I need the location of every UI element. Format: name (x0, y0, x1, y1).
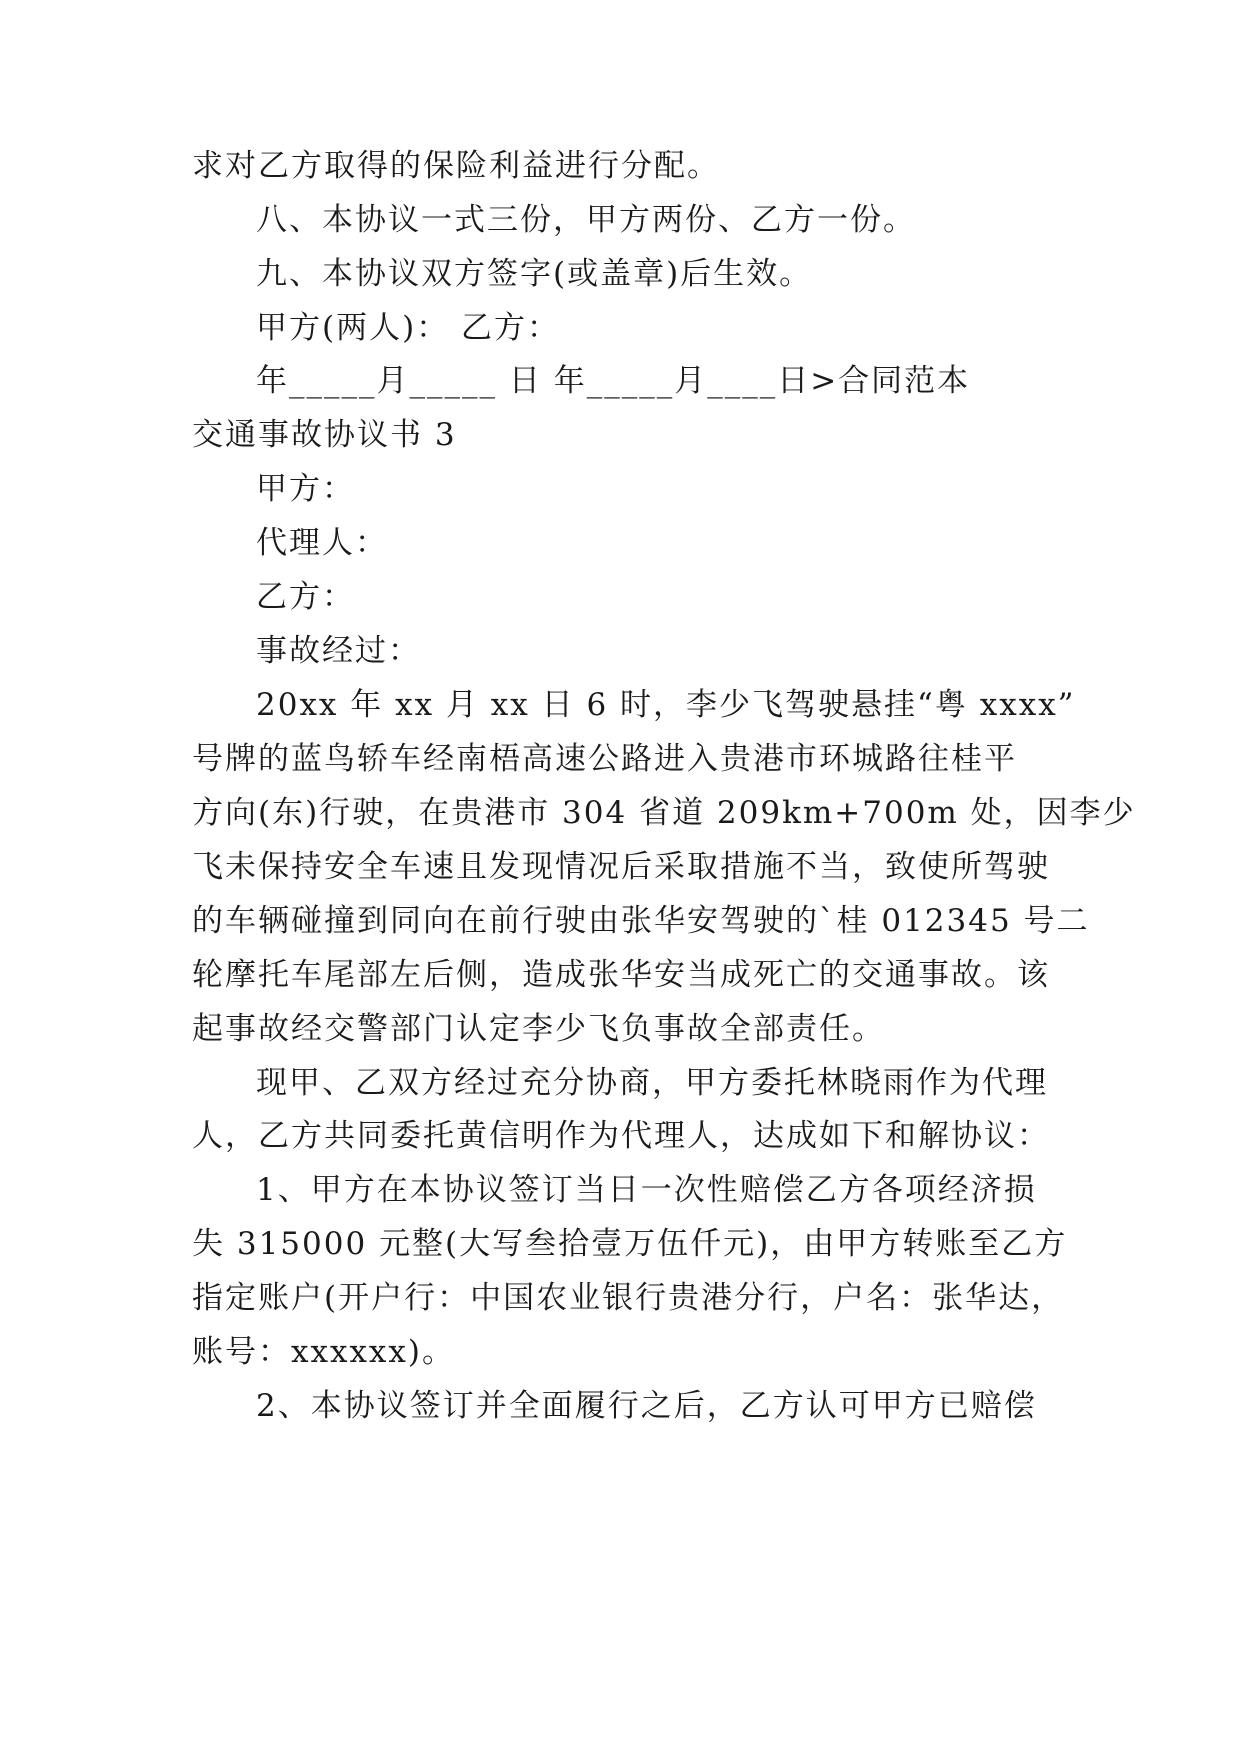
text-line: 号牌的蓝鸟轿车经南梧高速公路进入贵港市环城路往桂平 (192, 741, 1017, 777)
section-title: 交通事故协议书 3 (192, 417, 457, 453)
text-line: 乙方： (256, 579, 355, 615)
text-line: 甲方(两人)： 乙方： (256, 310, 561, 346)
text-line: 年_____月_____ 日 年_____月____日>合同范本 (256, 363, 971, 399)
text-line: 甲方： (256, 471, 355, 507)
text-line: 代理人： (256, 525, 388, 561)
text-line: 1、甲方在本协议签订当日一次性赔偿乙方各项经济损 (256, 1172, 1037, 1208)
text-line: 账号：xxxxxx)。 (192, 1334, 455, 1370)
text-line: 轮摩托车尾部左后侧，造成张华安当成死亡的交通事故。该 (192, 957, 1050, 993)
text-line: 现甲、乙双方经过充分协商，甲方委托林晓雨作为代理 (256, 1065, 1048, 1101)
text-line: 飞未保持安全车速且发现情况后采取措施不当，致使所驾驶 (192, 849, 1050, 885)
text-line: 指定账户(开户行：中国农业银行贵港分行，户名：张华达， (192, 1280, 1065, 1316)
text-line: 事故经过： (256, 633, 421, 669)
text-line: 的车辆碰撞到同向在前行驶由张华安驾驶的`桂 012345 号二 (192, 903, 1090, 939)
text-line: 九、本协议双方签字(或盖章)后生效。 (256, 256, 813, 292)
text-line: 方向(东)行驶，在贵港市 304 省道 209km+700m 处，因李少 (192, 795, 1136, 831)
text-line: 人，乙方共同委托黄信明作为代理人，达成如下和解协议： (192, 1118, 1050, 1154)
text-line: 失 315000 元整(大写叁拾壹万伍仟元)，由甲方转账至乙方 (192, 1226, 1068, 1262)
text-line: 求对乙方取得的保险利益进行分配。 (192, 148, 720, 184)
text-line: 八、本协议一式三份，甲方两份、乙方一份。 (256, 202, 916, 238)
text-line: 2、本协议签订并全面履行之后，乙方认可甲方已赔偿 (256, 1388, 1037, 1424)
text-line: 起事故经交警部门认定李少飞负事故全部责任。 (192, 1011, 885, 1047)
text-line: 20xx 年 xx 月 xx 日 6 时，李少飞驾驶悬挂“粤 xxxx” (256, 687, 1076, 723)
